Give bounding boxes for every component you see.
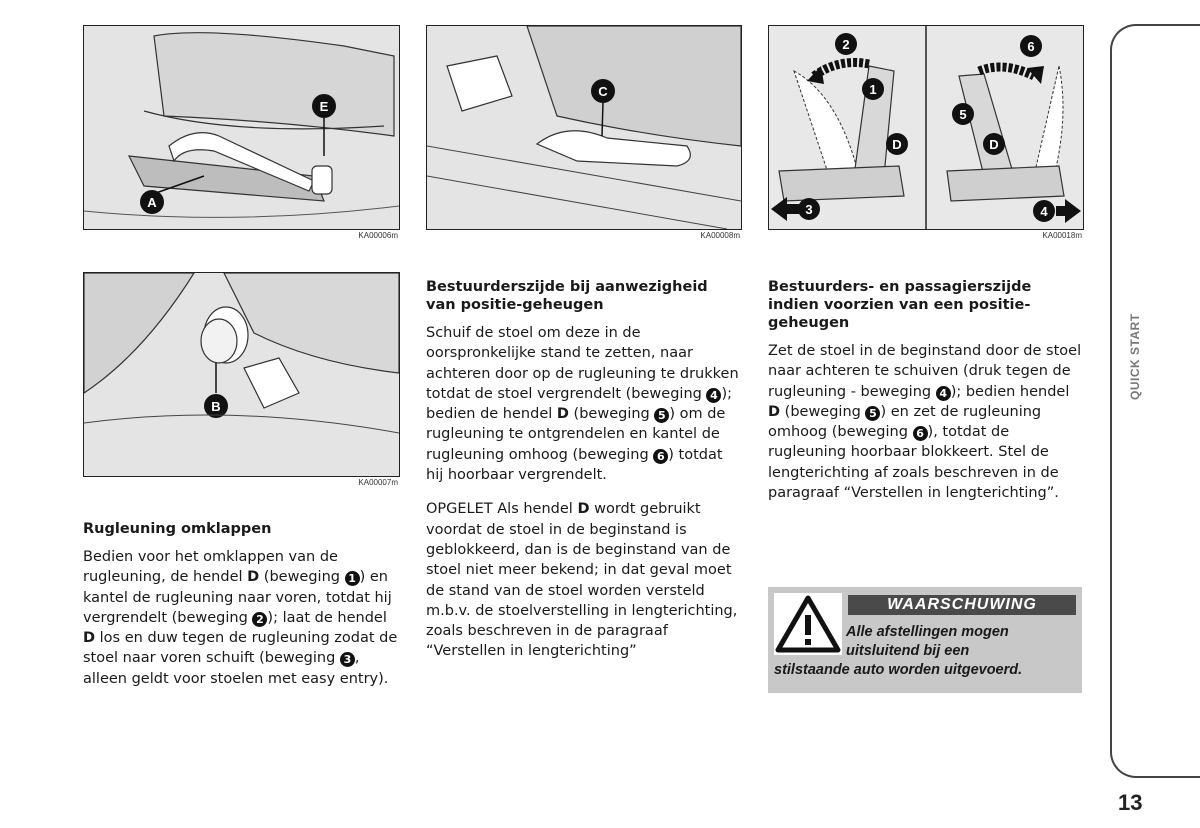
section-heading: Bestuurderszijde bij aanwezigheid van positie-geheugen xyxy=(426,279,708,313)
movement-number-badge: 4 xyxy=(706,388,721,403)
figure-code: KA00008m xyxy=(700,231,740,240)
callout-d-left: D xyxy=(892,137,902,152)
callout-d-right: D xyxy=(989,137,999,152)
warning-line: Alle afstellingen mogen xyxy=(846,624,1009,640)
section-bestuurderszijde xyxy=(426,278,742,676)
figure-knob-b xyxy=(83,272,400,477)
callout-3: 3 xyxy=(805,202,813,217)
warning-box xyxy=(768,587,1082,693)
figure-code: KA00018m xyxy=(1042,231,1082,240)
lever-reference: D xyxy=(247,569,260,586)
callout-e: E xyxy=(319,99,329,114)
figure-lever-c xyxy=(426,25,742,230)
movement-number-badge: 6 xyxy=(653,449,668,464)
lever-reference: D xyxy=(577,501,590,518)
seat-movement-diagram xyxy=(769,26,1083,229)
figure-seat-lever-e-a xyxy=(83,25,400,230)
movement-number-badge: 5 xyxy=(865,406,880,421)
seat-lever-illustration xyxy=(427,26,741,229)
movement-number-badge: 6 xyxy=(913,426,928,441)
figure-code: KA00007m xyxy=(358,478,398,487)
movement-number-badge: 5 xyxy=(654,408,669,423)
body-paragraph: Schuif de stoel om deze in de oorspronkelijke stand te zetten, naar achteren door op de rugleuning te drukken totdat de stoel vergrendelt (beweging 4 ); bedien de hendel D (beweging 5 ) om de rugleuning te ontgrendelen en kantel de rugleuning omhoog (beweging 6 ) totdat hij hoorbaar vergrendelt. xyxy=(426,325,739,484)
side-tab-label: QUICK START xyxy=(1128,313,1142,400)
section-heading: Bestuurders- en passagierszijde indien voorzien van een positie-geheugen xyxy=(768,279,1032,331)
lever-reference: D xyxy=(556,406,569,423)
warning-line: stilstaande auto worden uitgevoerd. xyxy=(774,662,1023,678)
section-bestuurders-passagierszijde xyxy=(768,278,1084,517)
figure-seat-movements xyxy=(768,25,1084,230)
seat-knob-illustration xyxy=(84,273,399,476)
movement-number-badge: 4 xyxy=(936,386,951,401)
callout-1: 1 xyxy=(869,82,877,97)
body-paragraph: Zet de stoel in de beginstand door de stoel naar achteren te schuiven (druk tegen de rugleuning - beweging 4 ); bedien hendel D (beweging 5 ) en zet de rugleuning omhoog (beweging 6 ), totdat de rugleuning hoorbaar blokkeert. Stel de lengterichting af zoals beschreven in de paragraaf “Verstellen in lengterichting”. xyxy=(768,343,1082,502)
section-rugleuning-omklappen xyxy=(83,520,398,703)
callout-2: 2 xyxy=(842,37,850,52)
seat-rail-illustration xyxy=(84,26,399,229)
lever-reference: D xyxy=(768,403,781,420)
callout-6: 6 xyxy=(1027,39,1035,54)
lever-reference: D xyxy=(83,630,96,647)
page-number: 13 xyxy=(1118,790,1143,815)
callout-a: A xyxy=(147,195,157,210)
section-heading: Rugleuning omklappen xyxy=(83,521,272,537)
warning-line: uitsluitend bij een xyxy=(846,643,970,659)
figure-code: KA00006m xyxy=(358,231,398,240)
callout-5: 5 xyxy=(959,107,967,122)
movement-number-badge: 1 xyxy=(345,571,360,586)
callout-4: 4 xyxy=(1040,204,1048,219)
side-tab-frame xyxy=(1110,24,1200,778)
caution-paragraph: OPGELET Als hendel D wordt gebruikt voordat de stoel in de beginstand is geblokkeerd, dan is de beginstand van de stoel niet meer bekend; in dat geval moet de stand van de stoel worden versteld m.b.v. de stoelverstelling in lengterichting, zoals beschreven in de paragraaf “Verstellen in lengterichting” xyxy=(426,501,738,660)
movement-number-badge: 2 xyxy=(252,612,267,627)
movement-number-badge: 3 xyxy=(340,652,355,667)
callout-c: C xyxy=(598,84,608,99)
callout-b: B xyxy=(211,399,221,414)
body-paragraph: Bedien voor het omklappen van de rugleuning, de hendel D (beweging 1 ) en kantel de rugleuning naar voren, totdat hij vergrendelt (beweging 2 ); laat de hendel D los en duw tegen de rugleuning zodat de stoel naar voren schuift (beweging 3 , alleen geldt voor stoelen met easy entry). xyxy=(83,549,398,687)
warning-text xyxy=(768,623,1082,680)
warning-title: WAARSCHUWING xyxy=(848,595,1076,615)
